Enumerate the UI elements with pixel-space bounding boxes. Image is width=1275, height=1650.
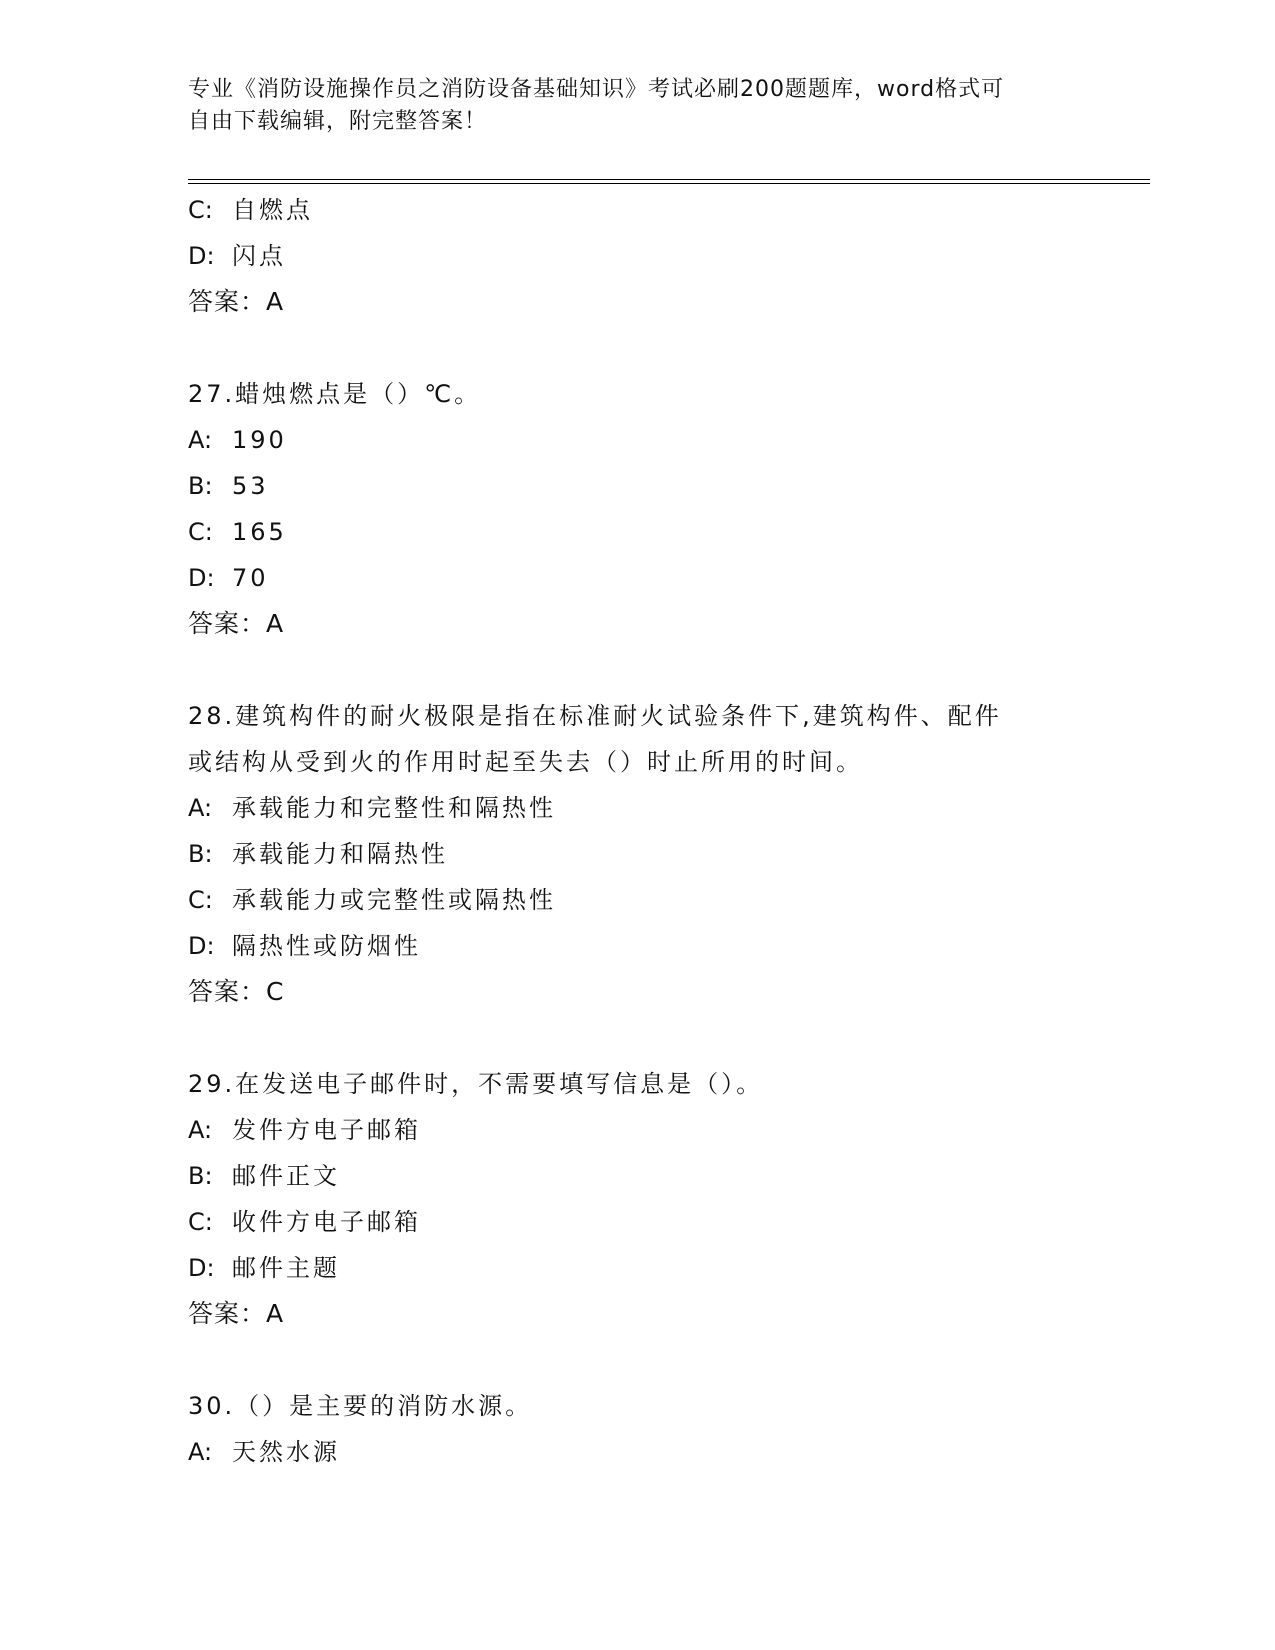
option-d: D: 70 xyxy=(188,564,269,592)
option-c: C: 165 xyxy=(188,518,287,546)
option-c: C: 自燃点 xyxy=(188,196,313,224)
question-text-line-2: 或结构从受到火的作用时起至失去（）时止所用的时间。 xyxy=(188,748,863,776)
question-28 xyxy=(188,693,1088,1015)
question-text: 29.在发送电子邮件时，不需要填写信息是（）。 xyxy=(188,1070,764,1098)
option-d: D: 闪点 xyxy=(188,242,286,270)
option-c: C: 承载能力或完整性或隔热性 xyxy=(188,886,556,914)
answer: 答案：A xyxy=(188,1299,285,1328)
option-b: B: 邮件正文 xyxy=(188,1162,340,1190)
option-b: B: 承载能力和隔热性 xyxy=(188,840,448,868)
question-text-line-1: 28.建筑构件的耐火极限是指在标准耐火试验条件下,建筑构件、配件 xyxy=(188,702,1002,730)
question-30 xyxy=(188,1383,1088,1475)
option-b: B: 53 xyxy=(188,472,269,500)
header-line-1: 专业《消防设施操作员之消防设备基础知识》考试必刷200题题库，word格式可 xyxy=(188,77,1005,102)
header-divider-bottom xyxy=(188,183,1150,184)
question-29 xyxy=(188,1061,1088,1337)
option-a: A: 发件方电子邮箱 xyxy=(188,1116,421,1144)
header-line-2: 自由下载编辑，附完整答案！ xyxy=(188,109,488,134)
option-a: A: 190 xyxy=(188,426,287,454)
question-list xyxy=(188,187,1088,1475)
question-text: 27.蜡烛燃点是（）℃。 xyxy=(188,380,482,408)
document-header xyxy=(188,74,1088,138)
question-27 xyxy=(188,371,1088,647)
option-c: C: 收件方电子邮箱 xyxy=(188,1208,421,1236)
answer: 答案：C xyxy=(188,977,285,1006)
option-d: D: 隔热性或防烟性 xyxy=(188,932,421,960)
option-a: A: 天然水源 xyxy=(188,1438,340,1466)
option-a: A: 承载能力和完整性和隔热性 xyxy=(188,794,556,822)
header-divider-top xyxy=(188,179,1150,180)
answer: 答案：A xyxy=(188,609,285,638)
question-text: 30.（）是主要的消防水源。 xyxy=(188,1392,533,1420)
answer: 答案：A xyxy=(188,287,285,316)
option-d: D: 邮件主题 xyxy=(188,1254,340,1282)
question-26-continued xyxy=(188,187,1088,325)
